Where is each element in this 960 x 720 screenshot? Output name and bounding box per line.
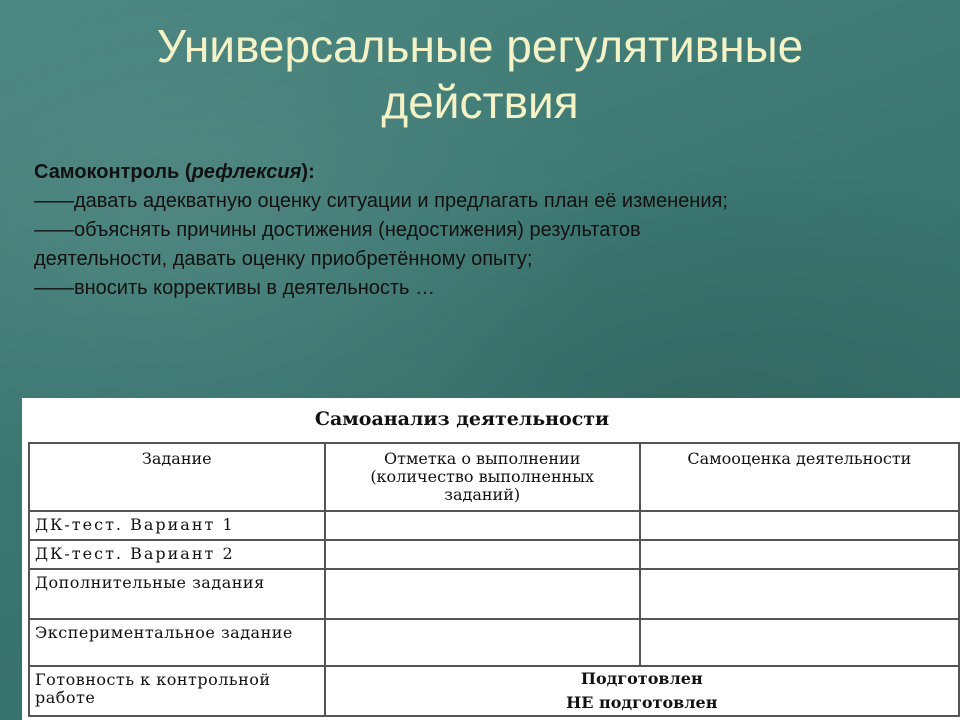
table-row: [29, 619, 959, 666]
self-cell[interactable]: [640, 569, 959, 619]
table-header-row: [29, 443, 959, 511]
self-cell[interactable]: [640, 619, 959, 666]
table-title: Самоанализ деятельности: [314, 408, 610, 430]
table-row: [29, 511, 959, 540]
mark-cell[interactable]: [325, 619, 640, 666]
slide-title-line-2: действия: [381, 76, 579, 128]
mark-cell[interactable]: [325, 540, 640, 569]
header-self: Самооценка деятельности: [640, 443, 959, 511]
heading-italic: рефлексия: [191, 161, 302, 183]
row-label: Экспериментальное задание: [29, 619, 325, 666]
body-line-2: ——объяснять причины достижения (недостижения) результатов: [34, 219, 641, 241]
slide-title-line-1: Универсальные регулятивные: [156, 20, 804, 72]
heading-part-2: ):: [301, 161, 315, 183]
body-line-3: деятельности, давать оценку приобретённому опыту;: [34, 248, 533, 270]
header-mark: Отметка о выполнении (количество выполненных заданий): [325, 443, 640, 511]
heading-part-1: Самоконтроль (: [34, 161, 192, 183]
section-heading: [34, 158, 934, 187]
table-row: [29, 569, 959, 619]
self-cell[interactable]: [640, 511, 959, 540]
body-line-1: ——давать адекватную оценку ситуации и предлагать план её изменения;: [34, 190, 728, 212]
readiness-options: [325, 666, 959, 716]
mark-cell[interactable]: [325, 569, 640, 619]
self-cell[interactable]: [640, 540, 959, 569]
self-analysis-table: [28, 442, 960, 717]
mark-cell[interactable]: [325, 511, 640, 540]
body-line-4: ——вносить коррективы в деятельность …: [34, 277, 436, 299]
row-label: ДК-тест. Вариант 1: [29, 511, 325, 540]
option-not-prepared[interactable]: НЕ подготовлен: [566, 693, 718, 712]
slide-body: [34, 158, 934, 303]
header-task: Задание: [29, 443, 325, 511]
slide-title: [0, 18, 960, 130]
readiness-row: [29, 666, 959, 716]
table-row: [29, 540, 959, 569]
self-analysis-sheet: [22, 398, 960, 720]
row-label: ДК-тест. Вариант 2: [29, 540, 325, 569]
option-prepared[interactable]: Подготовлен: [580, 669, 703, 688]
row-label: Дополнительные задания: [29, 569, 325, 619]
readiness-label: Готовность к контрольной работе: [29, 666, 325, 716]
